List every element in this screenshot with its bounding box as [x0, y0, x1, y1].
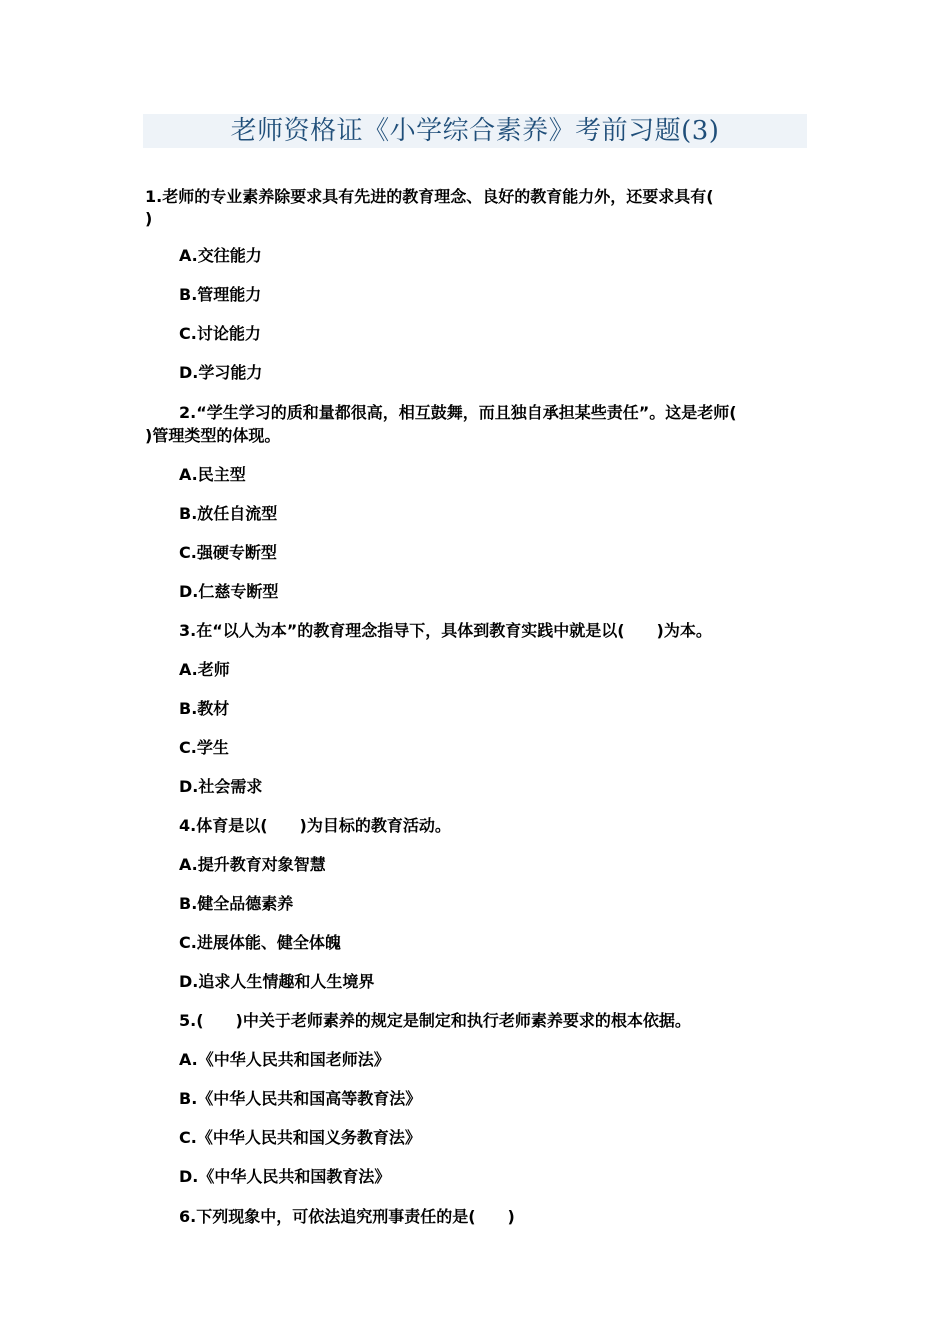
document-title: 老师资格证《小学综合素养》考前习题(3) [230, 116, 720, 146]
question-2-stem-cont: )管理类型的体现。 [145, 426, 281, 445]
question-4-stem: 4.体育是以( )为目标的教育活动。 [179, 816, 451, 835]
question-4-option-b: B.健全品德素养 [179, 894, 294, 913]
question-3-option-a: A.老师 [179, 660, 230, 679]
question-5-option-b: B.《中华人民共和国高等教育法》 [179, 1089, 422, 1108]
question-3-option-d: D.社会需求 [179, 777, 263, 796]
question-5-option-a: A.《中华人民共和国老师法》 [179, 1050, 390, 1069]
question-5-stem: 5.( )中关于老师素养的规定是制定和执行老师素养要求的根本依据。 [179, 1011, 691, 1030]
question-5-option-d: D.《中华人民共和国教育法》 [179, 1167, 391, 1186]
question-1-option-a: A.交往能力 [179, 246, 262, 265]
question-2-option-b: B.放任自流型 [179, 504, 278, 523]
question-4-option-c: C.进展体能、健全体魄 [179, 933, 341, 952]
question-1-option-b: B.管理能力 [179, 285, 262, 304]
question-3-option-b: B.教材 [179, 699, 230, 718]
question-1-option-c: C.讨论能力 [179, 324, 261, 343]
question-2-option-d: D.仁慈专断型 [179, 582, 279, 601]
question-2-option-c: C.强硬专断型 [179, 543, 277, 562]
question-4-option-a: A.提升教育对象智慧 [179, 855, 326, 874]
question-6-stem: 6.下列现象中，可依法追究刑事责任的是( ) [179, 1207, 515, 1226]
question-4-option-d: D.追求人生情趣和人生境界 [179, 972, 375, 991]
question-5-option-c: C.《中华人民共和国义务教育法》 [179, 1128, 421, 1147]
question-2-stem: 2.“学生学习的质和量都很高，相互鼓舞，而且独自承担某些责任”。这是老师( [179, 403, 737, 422]
question-1-option-d: D.学习能力 [179, 363, 263, 382]
question-3-stem: 3.在“以人为本”的教育理念指导下，具体到教育实践中就是以( )为本。 [179, 621, 712, 640]
question-2-option-a: A.民主型 [179, 465, 246, 484]
question-1-stem-cont: ) [145, 209, 153, 228]
question-1-stem: 1.老师的专业素养除要求具有先进的教育理念、良好的教育能力外，还要求具有( [145, 187, 714, 206]
question-3-option-c: C.学生 [179, 738, 229, 757]
